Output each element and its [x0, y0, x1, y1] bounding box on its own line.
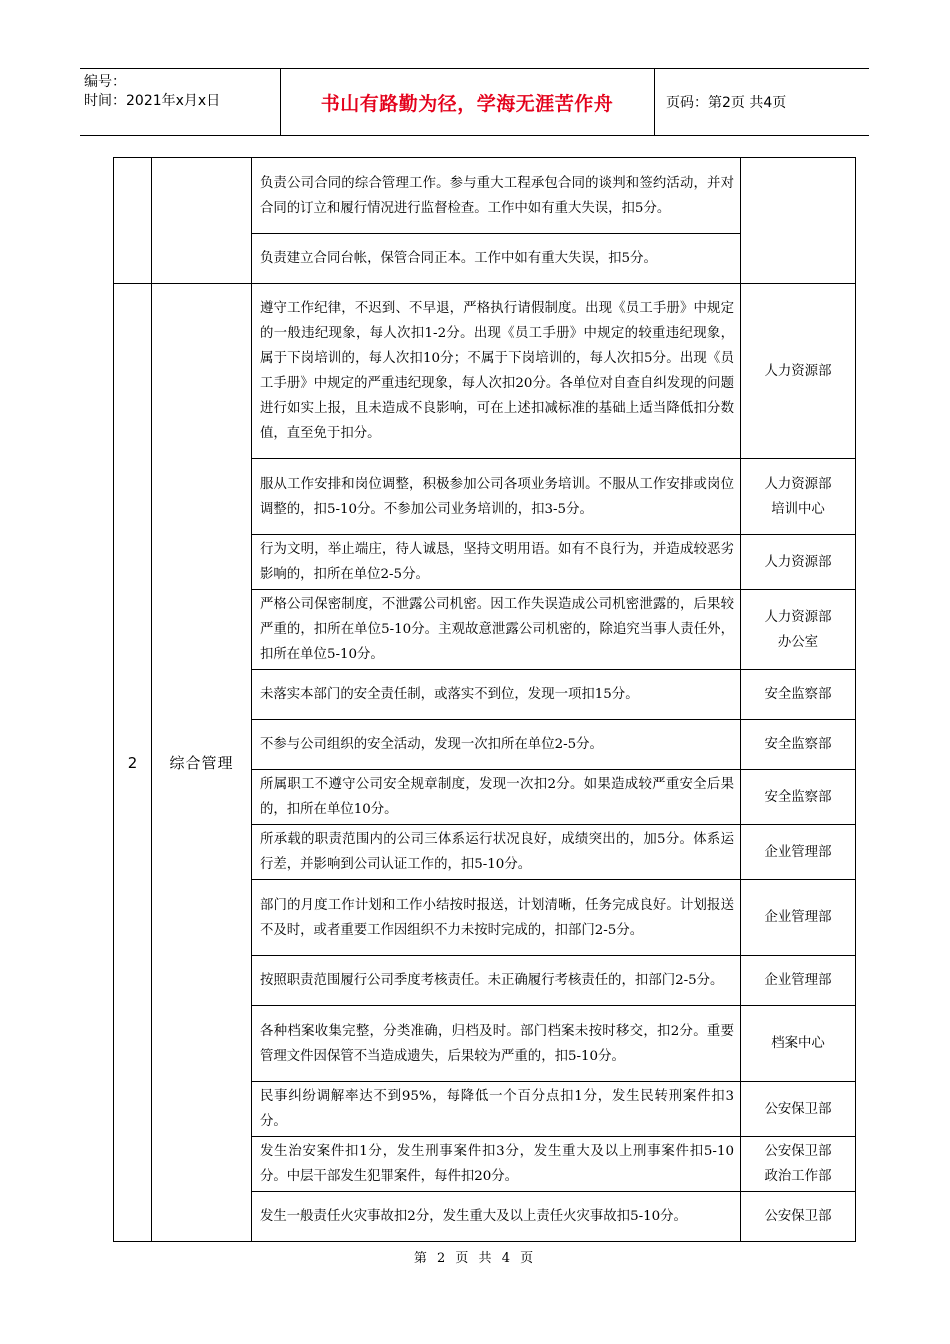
- department-name: 企业管理部: [764, 973, 832, 988]
- section1-dept-cell: [741, 158, 856, 284]
- department-cell: [741, 1192, 856, 1242]
- department-cell: [741, 1006, 856, 1082]
- section-number: 2: [114, 284, 152, 1242]
- table-row: [114, 284, 856, 459]
- department-name: 安全监察部: [764, 737, 832, 752]
- department-cell: [741, 825, 856, 880]
- header-bottom-rule: [80, 135, 869, 136]
- department-cell: [741, 956, 856, 1006]
- department-name: 人力资源部: [764, 554, 832, 570]
- requirement-cell: 严格公司保密制度，不泄露公司机密。因工作失误造成公司机密泄露的，后果较严重的，扣所在单位5-10分。主观故意泄露公司机密的，除追究当事人责任外，扣所在单位5-10分。: [252, 590, 741, 670]
- department-name: 公安保卫部: [764, 1209, 832, 1224]
- requirement-cell: 发生治安案件扣1分，发生刑事案件扣3分，发生重大及以上刑事案件扣5-10分。中层干部发生犯罪案件，每件扣20分。: [252, 1137, 741, 1192]
- requirement-cell: 行为文明，举止端庄，待人诚恳，坚持文明用语。如有不良行为，并造成较恶劣影响的，扣所在单位2-5分。: [252, 535, 741, 590]
- department-cell: [741, 459, 856, 535]
- department-name: 人力资源部: [764, 476, 832, 492]
- assessment-table: [113, 157, 856, 1242]
- table-row: [114, 158, 856, 234]
- requirement-cell: 不参与公司组织的安全活动，发现一次扣所在单位2-5分。: [252, 720, 741, 770]
- requirement-cell: 未落实本部门的安全责任制，或落实不到位，发现一项扣15分。: [252, 670, 741, 720]
- department-name: 安全监察部: [764, 789, 832, 805]
- department-name-secondary: 政治工作部: [764, 1169, 832, 1184]
- department-name: 档案中心: [771, 1036, 825, 1051]
- section-category: 综合管理: [152, 284, 252, 1242]
- department-cell: [741, 670, 856, 720]
- section1-number-cell: [114, 158, 152, 284]
- header-divider-right: [654, 69, 655, 135]
- requirement-cell: 服从工作安排和岗位调整，积极参加公司各项业务培训。不服从工作安排或岗位调整的，扣5-10分。不参加公司业务培训的，扣3-5分。: [252, 459, 741, 535]
- department-name: 人力资源部: [764, 609, 832, 625]
- department-cell: [741, 1082, 856, 1137]
- department-cell: [741, 880, 856, 956]
- department-cell: [741, 1137, 856, 1192]
- requirement-cell: 发生一般责任火灾事故扣2分，发生重大及以上责任火灾事故扣5-10分。: [252, 1192, 741, 1242]
- section1-category-cell: [152, 158, 252, 284]
- department-name-secondary: 培训中心: [771, 501, 825, 517]
- department-cell: [741, 770, 856, 825]
- requirement-cell: 所属职工不遵守公司安全规章制度，发现一次扣2分。如果造成较严重安全后果的，扣所在单位10分。: [252, 770, 741, 825]
- requirement-cell: 遵守工作纪律，不迟到、不早退，严格执行请假制度。出现《员工手册》中规定的一般违纪现象，每人次扣1-2分。出现《员工手册》中规定的较重违纪现象，属于下岗培训的，每人次扣10分；不属于下岗培训的，每人次扣5分。出现《员工手册》中规定的严重违纪现象，每人次扣20分。各单位对自查自纠发现的问题进行如实上报，且未造成不良影响，可在上述扣减标准的基础上适当降低扣分数值，直至免于扣分。: [252, 284, 741, 459]
- requirement-cell: 各种档案收集完整，分类准确，归档及时。部门档案未按时移交，扣2分。重要管理文件因保管不当造成遗失，后果较为严重的，扣5-10分。: [252, 1006, 741, 1082]
- document-date-label: 时间：2021年x月x日: [84, 93, 221, 109]
- requirement-cell: 负责公司合同的综合管理工作。参与重大工程承包合同的谈判和签约活动，并对合同的订立和履行情况进行监督检查。工作中如有重大失误，扣5分。: [252, 158, 741, 234]
- document-number-label: 编号：: [84, 74, 126, 90]
- requirement-cell: 民事纠纷调解率达不到95%，每降低一个百分点扣1分，发生民转刑案件扣3分。: [252, 1082, 741, 1137]
- department-name: 企业管理部: [764, 910, 832, 925]
- department-cell: [741, 535, 856, 590]
- page-footer: 第 2 页 共 4 页: [413, 1251, 537, 1266]
- header-meta: [84, 73, 279, 111]
- requirement-cell: 所承载的职责范围内的公司三体系运行状况良好，成绩突出的，加5分。体系运行差，并影响到公司认证工作的，扣5-10分。: [252, 825, 741, 880]
- department-cell: [741, 284, 856, 459]
- requirement-cell: 按照职责范围履行公司季度考核责任。未正确履行考核责任的，扣部门2-5分。: [252, 956, 741, 1006]
- department-name: 人力资源部: [764, 363, 832, 379]
- department-name: 公安保卫部: [764, 1144, 832, 1159]
- header-page-number: 页码：第2页 共4页: [666, 95, 787, 111]
- department-cell: [741, 720, 856, 770]
- department-name: 企业管理部: [764, 844, 832, 860]
- department-cell: [741, 590, 856, 670]
- department-name: 安全监察部: [764, 687, 832, 702]
- requirement-cell: 负责建立合同台帐，保管合同正本。工作中如有重大失误，扣5分。: [252, 234, 741, 284]
- header-motto: 书山有路勤为径，学海无涯苦作舟: [320, 92, 614, 115]
- department-name: 公安保卫部: [764, 1101, 832, 1117]
- department-name-secondary: 办公室: [777, 634, 819, 650]
- requirement-cell: 部门的月度工作计划和工作小结按时报送，计划清晰，任务完成良好。计划报送不及时，或者重要工作因组织不力未按时完成的，扣部门2-5分。: [252, 880, 741, 956]
